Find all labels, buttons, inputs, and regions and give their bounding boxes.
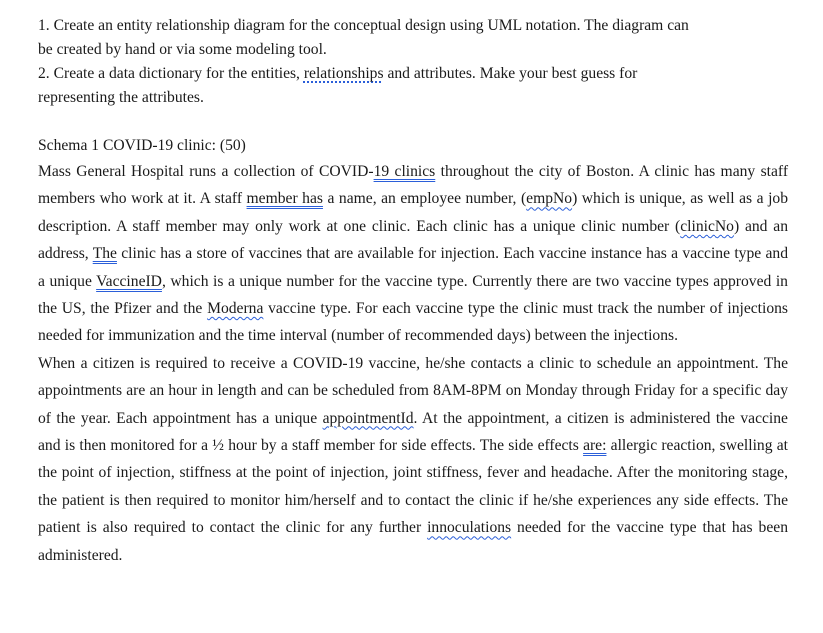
body-text-run: ) and an address, <box>38 217 788 263</box>
grammar-flagged-word: The <box>92 245 117 263</box>
schema-title: Schema 1 COVID-19 clinic: (50) <box>38 137 246 154</box>
grammar-flagged-word: member has <box>246 190 323 208</box>
body-text-run: allergic reaction, swelling at the point of injection, stiffness at the point of injection, joint stiffness, fever and headache. After the monitoring stage, the patient is then required to monitor him/herself and to contact the clinic if he/she experiences any side effects. The patient is also required to contact the clinic for any further <box>38 437 788 537</box>
body-text-run: . At the appointment, a citizen is administered the vaccine and is then monitored for a ½ hour by a staff member for side effects. The side effects <box>38 409 788 455</box>
body-text-run: vaccine type. For each vaccine type the clinic must track the number of injections needed for immunization and the time interval (number of recommended days) between the injections. <box>38 300 789 345</box>
spelling-flagged-word: appointmentId <box>322 409 414 427</box>
blank-line <box>38 110 788 134</box>
document-page <box>38 14 788 569</box>
paragraph-clinic-description <box>38 158 788 350</box>
spelling-flagged-word: clinicNo <box>680 217 734 235</box>
body-text-run: throughout the city of Boston. A clinic has many staff members who work at it. A staff <box>38 163 789 208</box>
instruction-text: 2. Create a data dictionary for the entities, <box>38 65 304 82</box>
instruction-line: representing the attributes. <box>38 89 204 106</box>
body-text-run: a name, an employee number, ( <box>322 190 527 208</box>
grammar-flagged-word: relationships <box>303 65 384 82</box>
instruction-line: 1. Create an entity relationship diagram for the conceptual design using UML notation. The diagram can <box>38 17 689 34</box>
grammar-flagged-word: are: <box>583 437 607 455</box>
spelling-flagged-word: innoculations <box>427 519 512 537</box>
spelling-flagged-word: Moderna <box>207 300 264 318</box>
assignment-instructions <box>38 14 788 110</box>
instruction-line <box>38 62 788 86</box>
grammar-flagged-word: VaccineID <box>96 272 162 290</box>
body-text-run: ) which is unique, as well as a job description. A staff member may only work at one clinic. Each clinic has a unique clinic number ( <box>38 190 789 235</box>
instruction-text: and attributes. Make your best guess for <box>383 65 638 82</box>
body-text-run: needed for the vaccine type that has been administered. <box>38 519 788 564</box>
grammar-flagged-word: 19 clinics <box>373 163 436 180</box>
body-text-run: When a citizen is required to receive a COVID-19 vaccine, he/she contacts a clinic to schedule an appointment. The appointments are an hour in length and can be scheduled from 8AM-8PM on Monday through Friday for a specific day of the year. Each appointment has a unique <box>38 354 788 427</box>
body-text-run: , which is a unique number for the vaccine type. Currently there are two vaccine types approved in the US, the Pfizer and the <box>38 272 788 318</box>
paragraph-appointment-description <box>38 350 788 569</box>
body-text-run: clinic has a store of vaccines that are available for injection. Each vaccine instance has a vaccine type and a unique <box>38 245 788 290</box>
spelling-flagged-word: empNo <box>526 190 573 208</box>
body-text-run: Mass General Hospital runs a collection of COVID- <box>38 163 374 180</box>
instruction-line: be created by hand or via some modeling tool. <box>38 41 327 58</box>
